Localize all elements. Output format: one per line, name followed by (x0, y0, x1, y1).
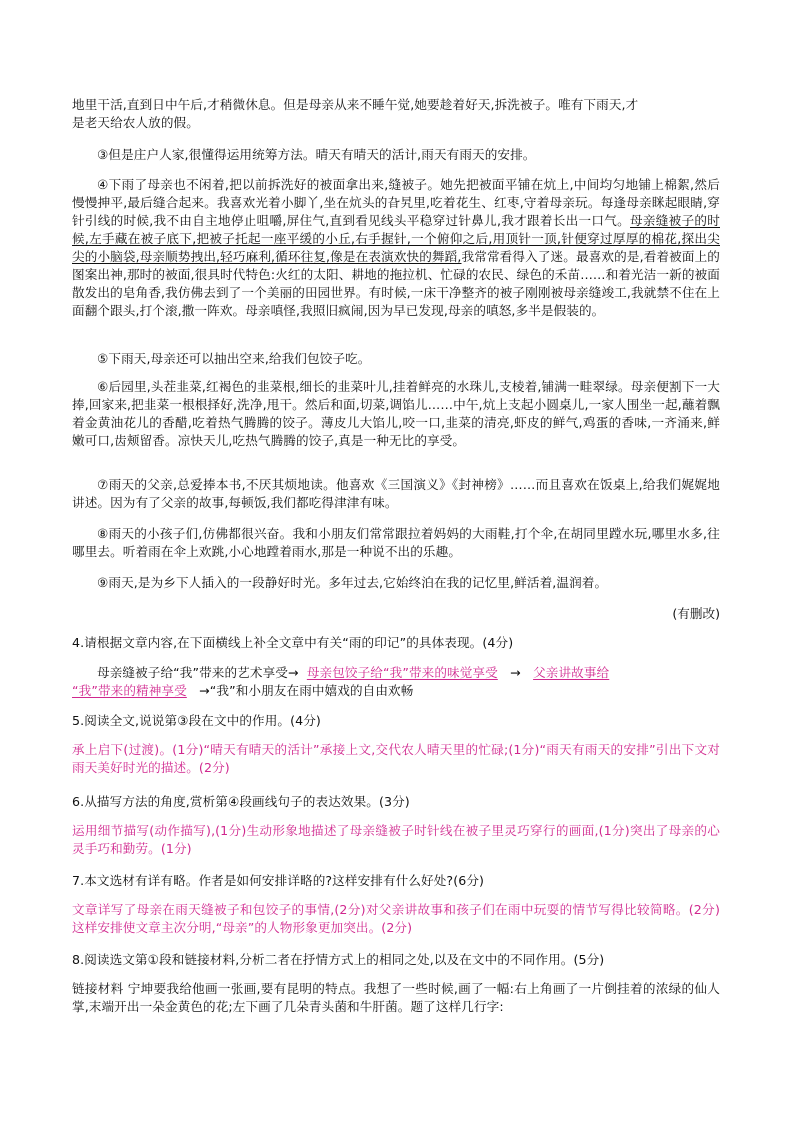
question-7: 7.本文选材有详有略。作者是如何安排详略的?这样安排有什么好处?(6分) (72, 873, 485, 888)
paragraph-8: ⑧雨天的小孩子们,仿佛都很兴奋。我和小朋友们常常跟拉着妈妈的大雨鞋,打个伞,在胡同里蹚水玩,哪里水多,往哪里去。听着雨在伞上欢跳,小心地蹚着雨水,那是一种说不出的乐趣。 (72, 526, 720, 559)
q4-answer-chain (72, 664, 720, 682)
paragraph-4-text-end: 我常常看得入了迷。最喜欢的是,看着被面上的图案出神,那时的被面,很具时代特色:火红的太阳、耕地的拖拉机、忙碌的农民、绿色的禾苗……和着光洁一新的被面散发出的皂角香,我仿佛去到了一个美丽的田园世界。有时候,一床干净整齐的被子刚刚被母亲缝竣工,我就禁不住在上面翻个跟头,打个滚,撒一阵欢。母亲嗔怪,我照旧疯闹,因为早已发现,母亲的嗔怒,多半是假装的。 (72, 249, 720, 318)
arrow-icon: → (199, 683, 210, 698)
q7-answer: 文章详写了母亲在雨天缝被子和包饺子的事情,(2分)对父亲讲故事和孩子们在雨中玩耍的情节写得比较简略。(2分)这样安排使文章主次分明,“母亲”的人物形象更加突出。(2分) (72, 902, 720, 935)
paragraph-line: 是老天给农人放的假。 (72, 115, 199, 130)
paragraph-3: ③但是庄户人家,很懂得运用统筹方法。晴天有晴天的活计,雨天有雨天的安排。 (97, 147, 536, 162)
q5-answer: 承上启下(过渡)。(1分)“晴天有晴天的活计”承接上文,交代农人晴天里的忙碌;(1分)“雨天有雨天的安排”引出下文对雨天美好时光的描述。(2分) (72, 742, 720, 775)
paragraph-6: ⑥后园里,头茬韭菜,红褐色的韭菜根,细长的韭菜叶儿,挂着鲜亮的水珠儿,支棱着,铺满一畦翠绿。母亲便割下一大捧,回家来,把韭菜一根根择好,洗净,甩干。然后和面,切菜,调馅儿……中午,炕上支起小圆桌儿,一家人围坐一起,蘸着飘着金黄油花儿的香醋,吃着热气腾腾的饺子。薄皮儿大馅儿,咬一口,韭菜的清亮,虾皮的鲜气,鸡蛋的香味,一齐涌来,鲜嫩可口,齿颊留香。凉快天儿,吃热气腾腾的饺子,真是一种无比的享受。 (72, 379, 720, 448)
q4-answer-2b: “我”带来的精神享受 (72, 683, 187, 698)
q4-answer-1: 母亲包饺子给“我”带来的味觉享受 (306, 665, 498, 680)
question-8: 8.阅读选文第①段和链接材料,分析二者在抒情方式上的相同之处,以及在文中的不同作用。(5分) (72, 952, 605, 967)
q4-answer-2a: 父亲讲故事给 (533, 665, 610, 680)
paragraph-line: 地里干活,直到日中午后,才稍微休息。但是母亲从来不睡午觉,她要趁着好天,拆洗被子。唯有下雨天,才 (72, 97, 639, 112)
q4-answer-chain-cont (72, 682, 720, 700)
paragraph-9: ⑨雨天,是为乡下人插入的一段静好时光。多年过去,它始终泊在我的记忆里,鲜活着,温润着。 (97, 575, 608, 590)
linked-material: 链接材料 宁坤要我给他画一张画,要有昆明的特点。我想了一些时候,画了一幅:右上角画了一片倒挂着的浓绿的仙人掌,末端开出一朵金黄色的花;左下画了几朵青头菌和牛肝菌。题了这样几行字: (72, 981, 720, 1014)
arrow-icon: → (510, 665, 521, 680)
question-5: 5.阅读全文,说说第③段在文中的作用。(4分) (72, 713, 321, 728)
paragraph-5: ⑤下雨天,母亲还可以抽出空来,给我们包饺子吃。 (97, 351, 371, 366)
question-6: 6.从描写方法的角度,赏析第④段画线句子的表达效果。(3分) (72, 794, 410, 809)
paragraph-continued (72, 96, 720, 132)
arrow-icon: → (287, 665, 299, 680)
underlined-sentence: 母亲缝被子的时候,左手藏在被子底下,把被子托起一座平缓的小丘,右手握针,一个俯仰之后,用顶针一顶,针便穿过厚厚的棉花,探出尖尖的小脑袋,母亲顺势拽出,轻巧麻利,循环往复,像是在表演欢快的舞蹈, (72, 213, 720, 264)
paragraph-7: ⑦雨天的父亲,总爱捧本书,不厌其烦地读。他喜欢《三国演义》《封神榜》……而且喜欢在饭桌上,给我们娓娓地讲述。因为有了父亲的故事,每顿饭,我们都吃得津津有味。 (72, 477, 720, 510)
paragraph-4 (72, 176, 720, 320)
q6-answer: 运用细节描写(动作描写),(1分)生动形象地描述了母亲缝被子时针线在被子里灵巧穿行的画面,(1分)突出了母亲的心灵手巧和勤劳。(1分) (72, 823, 720, 856)
paragraph-4-text: ④下雨了母亲也不闲着,把以前拆洗好的被面拿出来,缝被子。她先把被面平铺在炕上,中间均匀地铺上棉絮,然后慢慢抻平,最后缝合起来。我喜欢光着小脚丫,坐在炕头的旮旯里,吃着花生、红枣,守着母亲玩。每逢母亲眯起眼睛,穿针引线的时候,我不由自主地停止咀嚼,屏住气,直到看见线头平稳穿过针鼻儿,我才跟着长出一口气。 (72, 177, 720, 228)
source-note: (有删改) (672, 606, 720, 621)
q4-start: 母亲缝被子给“我”带来的艺术享受 (97, 665, 288, 680)
q4-end: “我”和小朋友在雨中嬉戏的自由欢畅 (209, 683, 414, 698)
question-4: 4.请根据文章内容,在下面横线上补全文章中有关“雨的印记”的具体表现。(4分) (72, 635, 514, 650)
